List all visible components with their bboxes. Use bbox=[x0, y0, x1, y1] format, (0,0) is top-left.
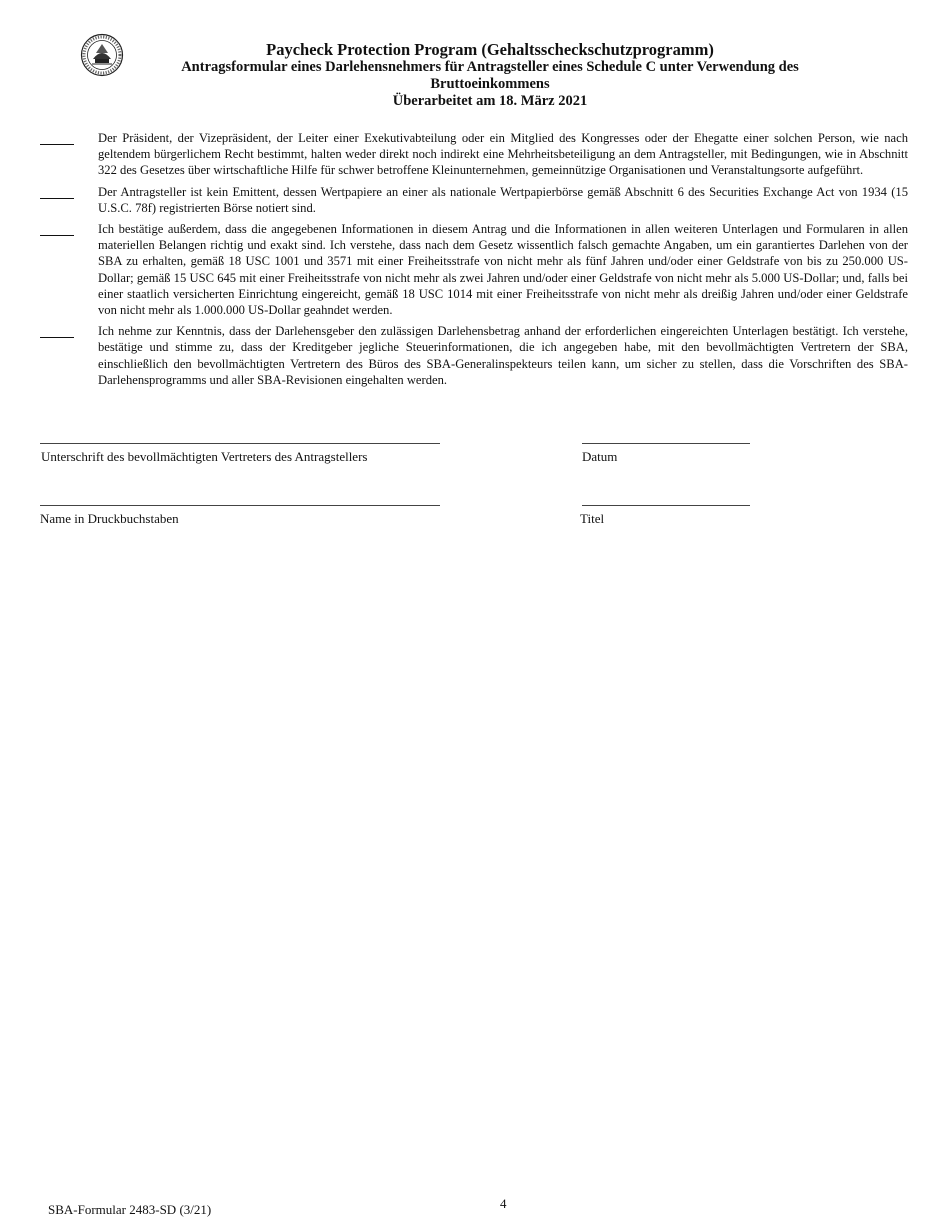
printed-name-line[interactable] bbox=[40, 505, 440, 506]
form-identifier: SBA-Formular 2483-SD (3/21) bbox=[48, 1202, 212, 1217]
signature-line[interactable] bbox=[40, 443, 440, 444]
sba-seal-icon bbox=[80, 33, 124, 77]
form-title: Paycheck Protection Program (Gehaltsscheckschutzprogramm) bbox=[266, 40, 714, 59]
certification-item bbox=[40, 221, 908, 318]
form-header bbox=[150, 40, 830, 110]
certification-item bbox=[40, 184, 908, 216]
certification-item bbox=[40, 130, 908, 179]
title-label: Titel bbox=[580, 511, 605, 526]
certification-text: Ich bestätige außerdem, dass die angegebenen Informationen in diesem Antrag und die Informationen in allen weiteren Unterlagen und Formularen in allen materiellen Belangen richtig und exakt sind. Ich verstehe, dass nach dem Gesetz wissentlich falsch gemachte Angaben, um ein garantiertes Darlehen von der SBA zu erhalten, gemäß 18 USC 1001 und 3571 mit einer Freiheitsstrafe von nicht mehr als fünf Jahren und/oder einer Geldstrafe von bis zu 250.000 US-Dollar; gemäß 15 USC 645 mit einer Freiheitsstrafe von nicht mehr als zwei Jahren und/oder einer Geldstrafe von nicht mehr als 5.000 US-Dollar; und, falls bei einer staatlich versicherten Einrichtung eingereicht, gemäß 18 USC 1014 mit einer Freiheitsstrafe von nicht mehr als dreißig Jahren und/oder einer Geldstrafe von nicht mehr als 1.000.000 US-Dollar geahndet werden. bbox=[98, 222, 908, 318]
certification-text: Der Antragsteller ist kein Emittent, dessen Wertpapiere an einer als nationale Wertpapierbörse gemäß Abschnitt 6 des Securities Exchange Act von 1934 (15 U.S.C. 78f) registrierten Börse notiert sind. bbox=[98, 184, 908, 215]
form-revision-date: Überarbeitet am 18. März 2021 bbox=[392, 93, 588, 109]
page-number: 4 bbox=[500, 1196, 507, 1211]
initials-blank[interactable] bbox=[40, 323, 74, 338]
initials-blank[interactable] bbox=[40, 130, 74, 145]
date-line[interactable] bbox=[582, 443, 750, 444]
date-label: Datum bbox=[582, 449, 618, 464]
certification-item bbox=[40, 323, 908, 388]
signature-label: Unterschrift des bevollmächtigten Vertreters des Antragstellers bbox=[41, 449, 368, 464]
initials-blank[interactable] bbox=[40, 221, 74, 236]
printed-name-label: Name in Druckbuchstaben bbox=[40, 511, 179, 526]
certification-text: Ich nehme zur Kenntnis, dass der Darlehensgeber den zulässigen Darlehensbetrag anhand der erforderlichen eingereichten Unterlagen bestätigt. Ich verstehe, bestätige und stimme zu, dass der Kreditgeber jegliche Steuerinformationen, die ich angegeben habe, mit den bevollmächtigten Vertretern der SBA, einschließlich den bevollmächtigten Vertretern des Büros des SBA-Generalinspekteurs teilen kann, um sicher zu stellen, dass die Vorschriften des SBA-Darlehensprogramms und aller SBA-Revisionen eingehalten werden. bbox=[98, 324, 908, 387]
certification-list bbox=[40, 130, 908, 393]
initials-blank[interactable] bbox=[40, 184, 74, 199]
certification-text: Der Präsident, der Vizepräsident, der Leiter einer Exekutivabteilung oder ein Mitglied des Kongresses oder der Ehegatte einer solchen Person, wie nach geltendem bürgerlichem Recht bestimmt, halten weder direkt noch indirekt eine Mehrheitsbeteiligung an dem Antragsteller, mit Bedingungen, wie in Abschnitt 322 des Gesetzes über wirtschaftliche Hilfe für schwer betroffene Kleinunternehmen, gemeinnützige Organisationen und Veranstaltungsorte aufgeführt. bbox=[98, 131, 908, 178]
form-subtitle: Antragsformular eines Darlehensnehmers für Antragsteller eines Schedule C unter Verwendung des Bruttoeinkommens bbox=[181, 59, 799, 92]
title-line[interactable] bbox=[582, 505, 750, 506]
